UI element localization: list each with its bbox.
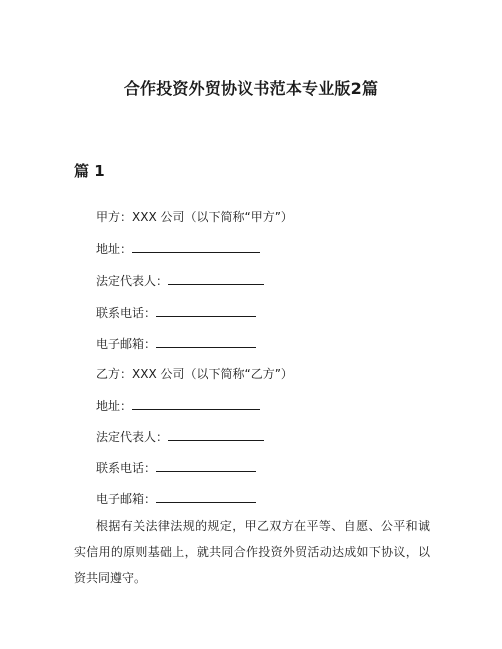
document-title: 合作投资外贸协议书范本专业版2篇	[123, 79, 379, 98]
party-b-address-label: 地址：	[96, 399, 133, 413]
party-a-legal-rep-field	[96, 272, 264, 289]
party-b-email-blank	[156, 490, 256, 503]
party-a-email-blank	[156, 335, 256, 348]
party-a-address-field	[96, 240, 260, 257]
party-b-legal-rep-blank	[168, 428, 264, 441]
party-a-phone-field	[96, 304, 256, 321]
party-b-address-field	[96, 397, 260, 414]
party-a-email-label: 电子邮箱：	[96, 337, 157, 351]
party-b-phone-field	[96, 459, 256, 476]
party-a-address-label: 地址：	[96, 242, 133, 256]
party-b-phone-blank	[156, 459, 256, 472]
section-heading: 篇 1	[74, 162, 105, 180]
party-b-legal-rep-field	[96, 428, 264, 445]
party-b-legal-rep-label: 法定代表人：	[96, 430, 169, 444]
party-a-email-field	[96, 335, 256, 352]
party-b-intro-text: 乙方：XXX 公司（以下简称“乙方”）	[96, 367, 293, 381]
party-a-intro	[96, 209, 293, 225]
party-a-legal-rep-label: 法定代表人：	[96, 274, 169, 288]
preamble-paragraph: 根据有关法律法规的规定，甲乙双方在平等、自愿、公平和诚实信用的原则基础上，就共同合作投资外贸活动达成如下协议，以资共同遵守。	[74, 519, 430, 585]
party-a-phone-label: 联系电话：	[96, 306, 157, 320]
party-a-legal-rep-blank	[168, 272, 264, 285]
party-b-intro	[96, 366, 293, 382]
party-a-phone-blank	[156, 304, 256, 317]
party-a-address-blank	[132, 240, 260, 253]
party-b-phone-label: 联系电话：	[96, 461, 157, 475]
party-a-intro-text: 甲方：XXX 公司（以下简称“甲方”）	[96, 210, 293, 224]
party-b-address-blank	[132, 397, 260, 410]
party-b-email-field	[96, 490, 256, 507]
party-b-email-label: 电子邮箱：	[96, 492, 157, 506]
